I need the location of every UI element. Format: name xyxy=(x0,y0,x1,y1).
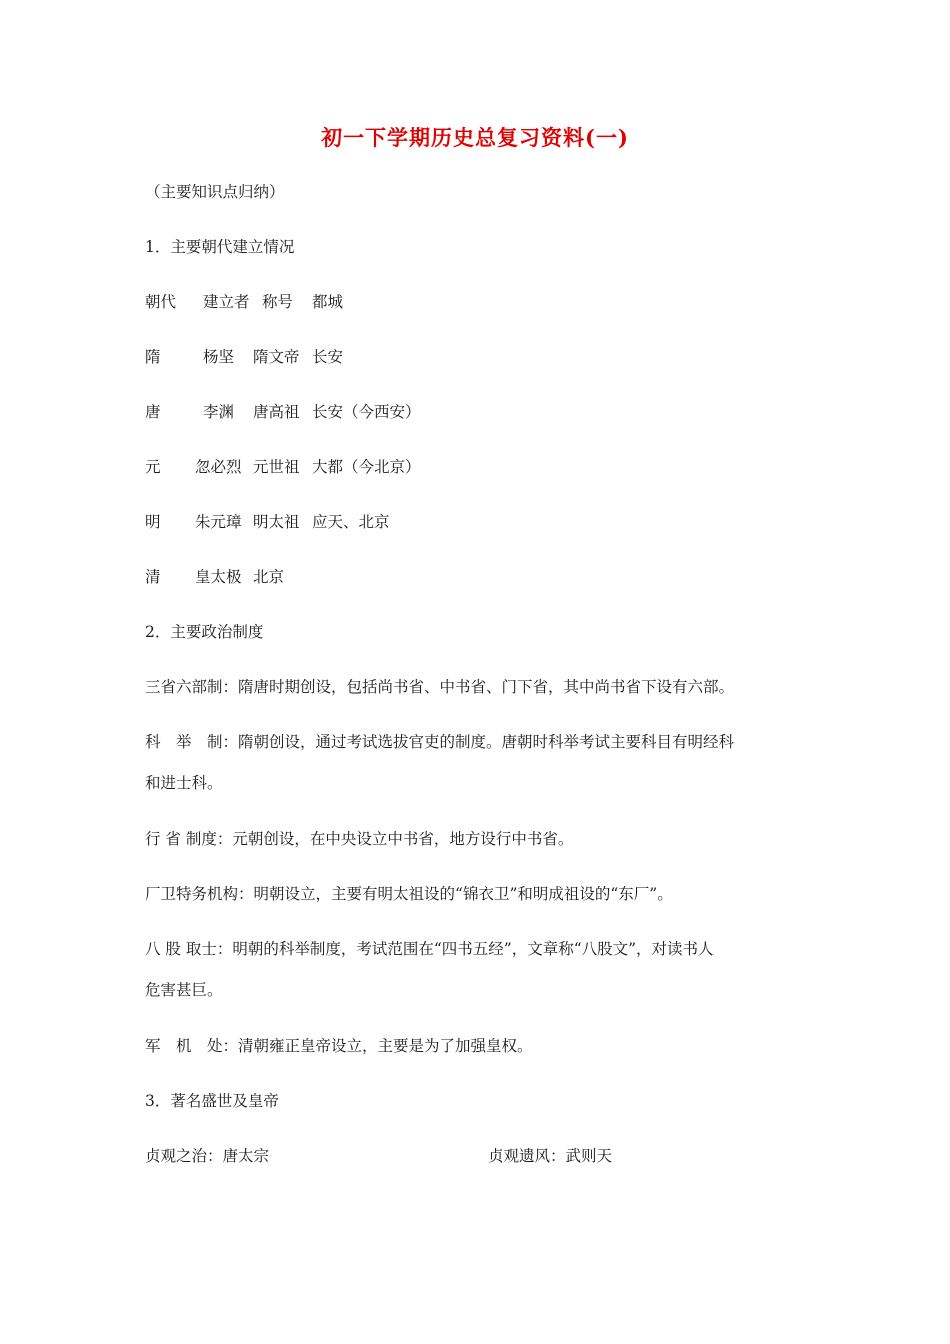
dynasty-title: 唐高祖 xyxy=(253,403,300,421)
dynasty-founder: 李渊 xyxy=(203,403,235,421)
dynasty-founder: 朱元璋 xyxy=(195,513,242,531)
system-desc: ：隋唐时期创设，包括尚书省、中书省、门下省，其中尚书省下设有六部。 xyxy=(222,678,735,696)
dynasty-capital: 北京 xyxy=(253,568,285,586)
header-dynasty: 朝代 xyxy=(145,293,177,311)
system-desc: ：清朝雍正皇帝设立，主要是为了加强皇权。 xyxy=(222,1037,533,1055)
system-desc: ：元朝创设，在中央设立中书省，地方设行中书省。 xyxy=(216,830,574,848)
system-item xyxy=(145,1035,533,1057)
system-item xyxy=(145,828,573,850)
system-item xyxy=(145,883,673,905)
dynasty-name: 清 xyxy=(145,568,161,586)
system-term: 厂卫特务机构 xyxy=(145,885,239,903)
dynasty-title: 隋文帝 xyxy=(253,348,300,366)
dynasty-capital: 大都（今北京） xyxy=(312,458,421,476)
system-term: 八 股 取士 xyxy=(145,940,217,958)
dynasty-capital: 长安（今西安） xyxy=(312,403,421,421)
system-item xyxy=(145,676,734,698)
dynasty-name: 隋 xyxy=(145,348,161,366)
system-item-continuation: 和进士科。 xyxy=(145,774,223,792)
dynasty-title: 元世祖 xyxy=(253,458,300,476)
header-capital: 都城 xyxy=(312,293,344,311)
section-heading-politics: 2．主要政治制度 xyxy=(145,623,264,641)
section-heading-golden-ages: 3．著名盛世及皇帝 xyxy=(145,1092,279,1110)
dynasty-founder: 杨坚 xyxy=(203,348,235,366)
dynasty-founder: 皇太极 xyxy=(195,568,242,586)
system-desc: ：明朝设立，主要有明太祖设的“锦衣卫”和明成祖设的“东厂”。 xyxy=(238,885,673,903)
dynasty-capital: 应天、北京 xyxy=(312,513,390,531)
dynasty-capital: 长安 xyxy=(312,348,344,366)
header-title: 称号 xyxy=(262,293,294,311)
dynasty-name: 元 xyxy=(145,458,161,476)
system-desc: ：隋朝创设，通过考试选拔官吏的制度。唐朝时科举考试主要科目有明经科 xyxy=(222,733,735,751)
system-item xyxy=(145,731,734,753)
system-term: 军 机 处 xyxy=(145,1037,223,1055)
golden-age-right: 贞观遗风：武则天 xyxy=(488,1147,613,1165)
golden-age-left: 贞观之治：唐太宗 xyxy=(145,1147,270,1165)
system-item xyxy=(145,938,714,960)
dynasty-name: 唐 xyxy=(145,403,161,421)
dynasty-founder: 忽必烈 xyxy=(195,458,242,476)
system-term: 科 举 制 xyxy=(145,733,223,751)
system-item-continuation: 危害甚巨。 xyxy=(145,981,223,999)
section-heading-dynasties: 1．主要朝代建立情况 xyxy=(145,238,295,256)
dynasty-name: 明 xyxy=(145,513,161,531)
subtitle: （主要知识点归纳） xyxy=(145,183,285,201)
system-term: 三省六部制 xyxy=(145,678,223,696)
header-founder: 建立者 xyxy=(203,293,250,311)
system-term: 行 省 制度 xyxy=(145,830,217,848)
document-title: 初一下学期历史总复习资料(一) xyxy=(321,125,629,150)
system-desc: ：明朝的科举制度，考试范围在“四书五经”，文章称“八股文”，对读书人 xyxy=(216,940,714,958)
dynasty-title: 明太祖 xyxy=(253,513,300,531)
